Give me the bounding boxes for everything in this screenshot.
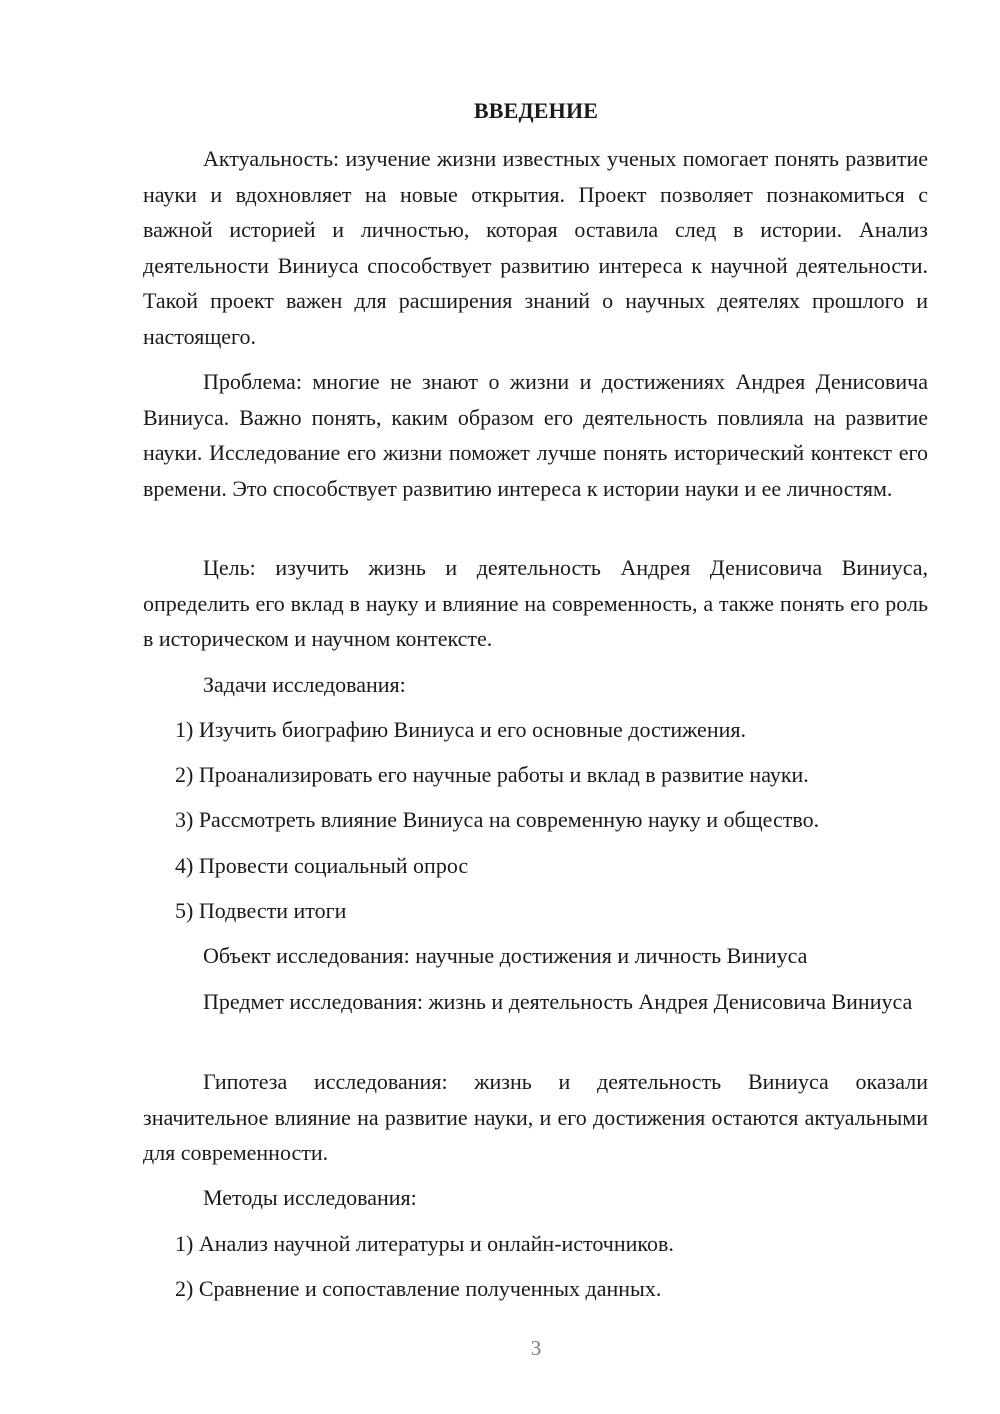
tasks-heading: Задачи исследования:: [203, 672, 406, 697]
page-title: ВВЕДЕНИЕ: [473, 98, 599, 123]
method-item-1: 1) Анализ научной литературы и онлайн-источников.: [175, 1231, 674, 1256]
task-item-3: 3) Рассмотреть влияние Виниуса на современную науку и общество.: [175, 807, 820, 832]
task-item-1: 1) Изучить биографию Виниуса и его основные достижения.: [175, 717, 746, 742]
methods-heading: Методы исследования:: [203, 1185, 417, 1210]
problem-paragraph: Проблема: многие не знают о жизни и достижениях Андрея Денисовича Виниуса. Важно понять, каким образом его деятельность повлияла на развитие науки. Исследование его жизни поможет лучше понять исторический контекст его времени. Это способствует развитию интереса к истории науки и ее личностям.: [143, 369, 928, 501]
method-item-2: 2) Сравнение и сопоставление полученных данных.: [175, 1276, 662, 1301]
page-number: 3: [530, 1336, 542, 1360]
hypothesis-paragraph: Гипотеза исследования: жизнь и деятельность Виниуса оказали значительное влияние на развитие науки, и его достижения остаются актуальными для современности.: [143, 1069, 928, 1165]
task-item-4: 4) Провести социальный опрос: [175, 853, 469, 878]
object-paragraph: Объект исследования: научные достижения и личность Виниуса: [203, 943, 808, 968]
subject-paragraph: Предмет исследования: жизнь и деятельность Андрея Денисовича Виниуса: [203, 989, 913, 1014]
relevance-paragraph: Актуальность: изучение жизни известных ученых помогает понять развитие науки и вдохновляет на новые открытия. Проект позволяет познакомиться с важной историей и личностью, которая оставила след в истории. Анализ деятельности Виниуса способствует развитию интереса к научной деятельности. Такой проект важен для расширения знаний о научных деятелях прошлого и настоящего.: [143, 146, 928, 349]
goal-paragraph: Цель: изучить жизнь и деятельность Андрея Денисовича Виниуса, определить его вклад в науку и влияние на современность, а также понять его роль в историческом и научном контексте.: [143, 555, 928, 651]
task-item-5: 5) Подвести итоги: [175, 898, 347, 923]
task-item-2: 2) Проанализировать его научные работы и вклад в развитие науки.: [175, 762, 809, 787]
